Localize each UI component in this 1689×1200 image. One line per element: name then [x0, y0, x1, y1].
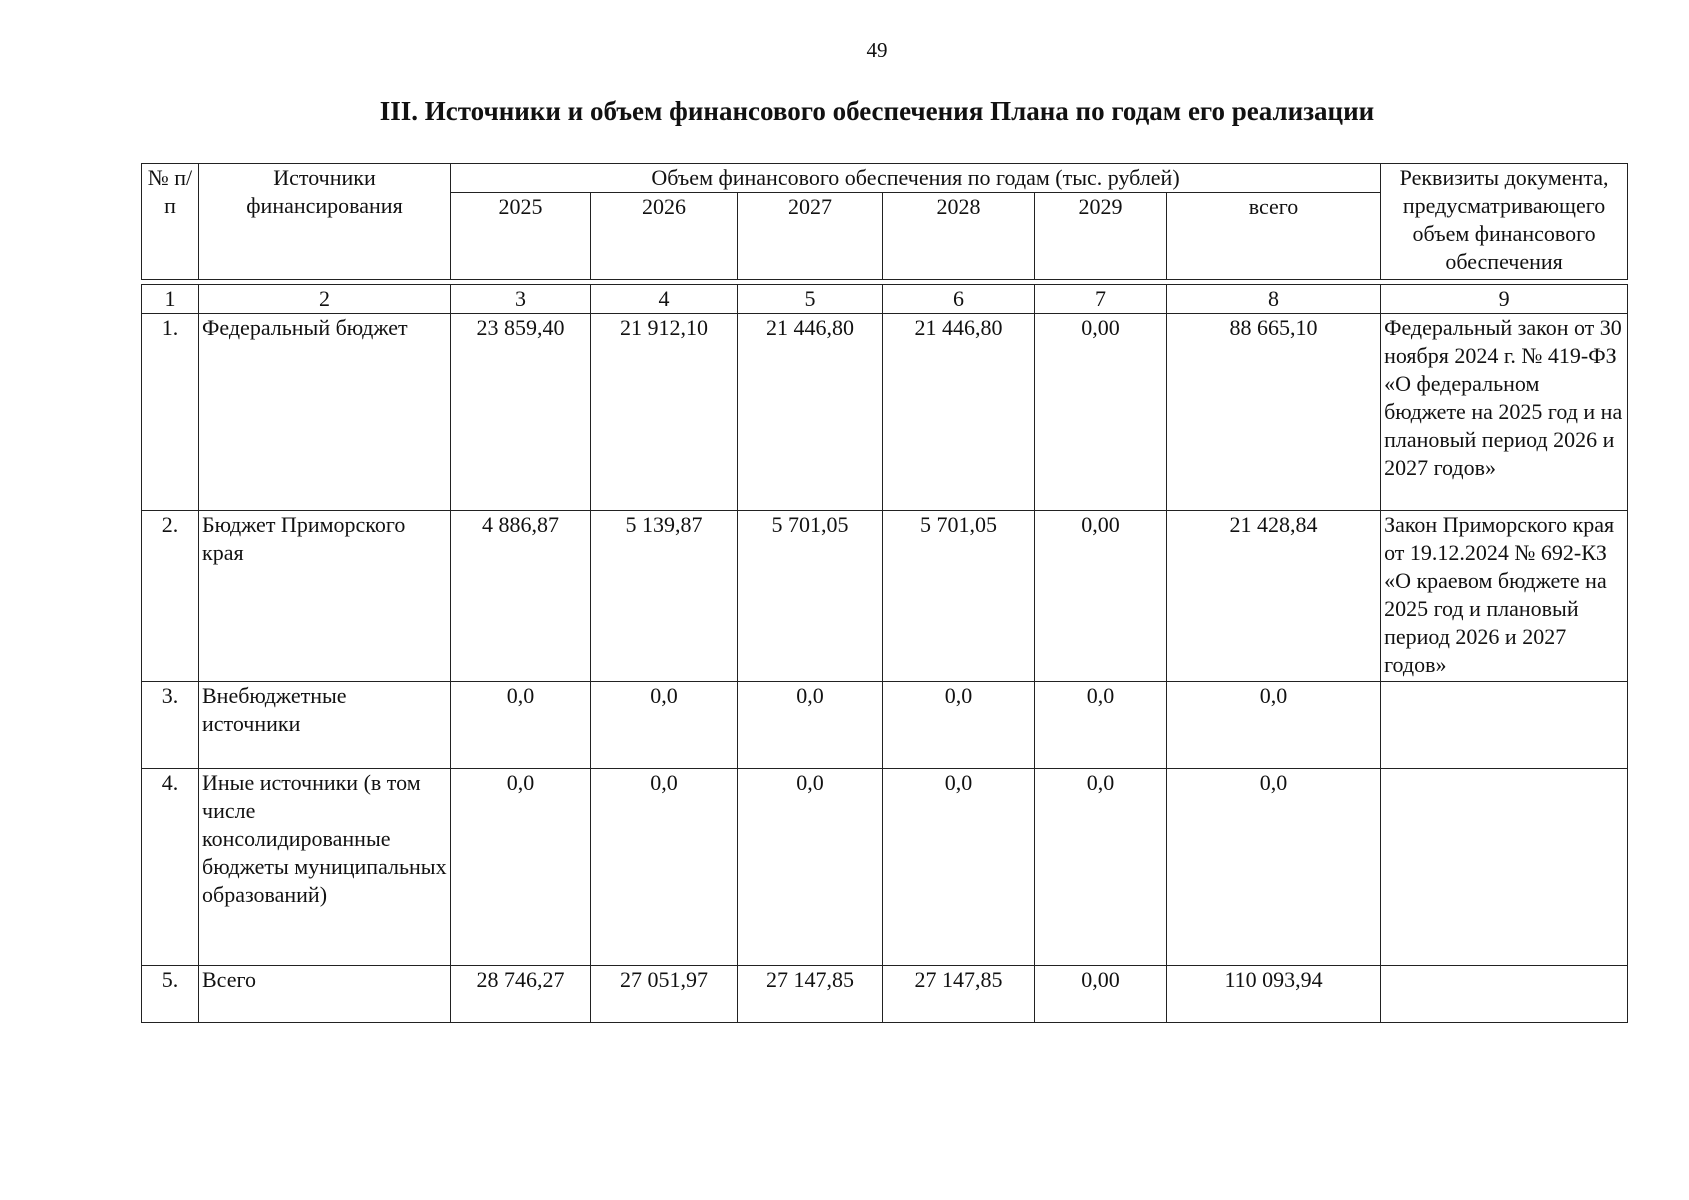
- row-value-2026: 27 051,97: [591, 966, 738, 1023]
- row-value-2027: 5 701,05: [738, 511, 883, 682]
- row-value-2029: 0,00: [1035, 314, 1167, 511]
- table-row: [142, 314, 1628, 511]
- row-value-total: 88 665,10: [1167, 314, 1381, 511]
- row-source: Всего: [199, 966, 451, 1023]
- row-source: Иные источники (в том числе консолидированные бюджеты муниципальных образований): [199, 769, 451, 966]
- column-number: 3: [451, 285, 591, 314]
- row-value-2029: 0,0: [1035, 682, 1167, 769]
- header-year: 2025: [451, 193, 591, 280]
- table-row: [142, 769, 1628, 966]
- row-number: 3.: [142, 682, 199, 769]
- row-source: Внебюджетные источники: [199, 682, 451, 769]
- column-numbers-row: [142, 285, 1628, 314]
- page-title: III. Источники и объем финансового обеспечения Плана по годам его реализации: [379, 96, 1375, 126]
- column-number: 9: [1381, 285, 1628, 314]
- header-num: № п/п: [142, 164, 199, 280]
- row-value-total: 110 093,94: [1167, 966, 1381, 1023]
- row-value-2026: 0,0: [591, 682, 738, 769]
- row-document: [1381, 682, 1628, 769]
- column-number: 8: [1167, 285, 1381, 314]
- row-value-2028: 5 701,05: [883, 511, 1035, 682]
- row-value-2025: 28 746,27: [451, 966, 591, 1023]
- column-number: 1: [142, 285, 199, 314]
- header-year: 2027: [738, 193, 883, 280]
- table-row-total: [142, 966, 1628, 1023]
- row-value-2026: 5 139,87: [591, 511, 738, 682]
- column-number: 5: [738, 285, 883, 314]
- row-value-total: 0,0: [1167, 682, 1381, 769]
- row-value-2028: 0,0: [883, 769, 1035, 966]
- header-volume-group: Объем финансового обеспечения по годам (тыс. рублей): [451, 164, 1381, 193]
- column-number: 6: [883, 285, 1035, 314]
- table-row: [142, 511, 1628, 682]
- row-value-2026: 21 912,10: [591, 314, 738, 511]
- header-source: Источники финансирования: [199, 164, 451, 280]
- financing-table-container: [141, 163, 1628, 1023]
- page-number: 49: [866, 38, 888, 62]
- row-number: 4.: [142, 769, 199, 966]
- header-total: всего: [1167, 193, 1381, 280]
- row-value-2026: 0,0: [591, 769, 738, 966]
- header-year: 2026: [591, 193, 738, 280]
- header-row-top: [142, 164, 1628, 193]
- header-year: 2028: [883, 193, 1035, 280]
- row-value-2028: 27 147,85: [883, 966, 1035, 1023]
- row-value-2029: 0,0: [1035, 769, 1167, 966]
- row-value-2027: 27 147,85: [738, 966, 883, 1023]
- row-value-2025: 4 886,87: [451, 511, 591, 682]
- row-value-2027: 0,0: [738, 769, 883, 966]
- row-value-2029: 0,00: [1035, 511, 1167, 682]
- row-value-2025: 0,0: [451, 769, 591, 966]
- row-value-2028: 0,0: [883, 682, 1035, 769]
- row-number: 5.: [142, 966, 199, 1023]
- table-row: [142, 682, 1628, 769]
- row-source: Федеральный бюджет: [199, 314, 451, 511]
- row-value-2025: 23 859,40: [451, 314, 591, 511]
- row-value-2029: 0,00: [1035, 966, 1167, 1023]
- row-value-2025: 0,0: [451, 682, 591, 769]
- column-number: 4: [591, 285, 738, 314]
- column-number: 2: [199, 285, 451, 314]
- row-source: Бюджет Приморского края: [199, 511, 451, 682]
- column-number: 7: [1035, 285, 1167, 314]
- row-document: Федеральный закон от 30 ноября 2024 г. № 419-ФЗ «О федеральном бюджете на 2025 год и на плановый период 2026 и 2027 годов»: [1381, 314, 1628, 511]
- row-value-2027: 21 446,80: [738, 314, 883, 511]
- row-document: [1381, 769, 1628, 966]
- row-document: Закон Приморского края от 19.12.2024 № 692-КЗ «О краевом бюджете на 2025 год и плановый период 2026 и 2027 годов»: [1381, 511, 1628, 682]
- row-number: 1.: [142, 314, 199, 511]
- row-value-2028: 21 446,80: [883, 314, 1035, 511]
- header-year: 2029: [1035, 193, 1167, 280]
- row-value-total: 21 428,84: [1167, 511, 1381, 682]
- row-value-total: 0,0: [1167, 769, 1381, 966]
- financing-table: [141, 163, 1628, 1023]
- row-value-2027: 0,0: [738, 682, 883, 769]
- header-document: Реквизиты документа, предусматривающего объем финансового обеспечения: [1381, 164, 1628, 280]
- row-document: [1381, 966, 1628, 1023]
- row-number: 2.: [142, 511, 199, 682]
